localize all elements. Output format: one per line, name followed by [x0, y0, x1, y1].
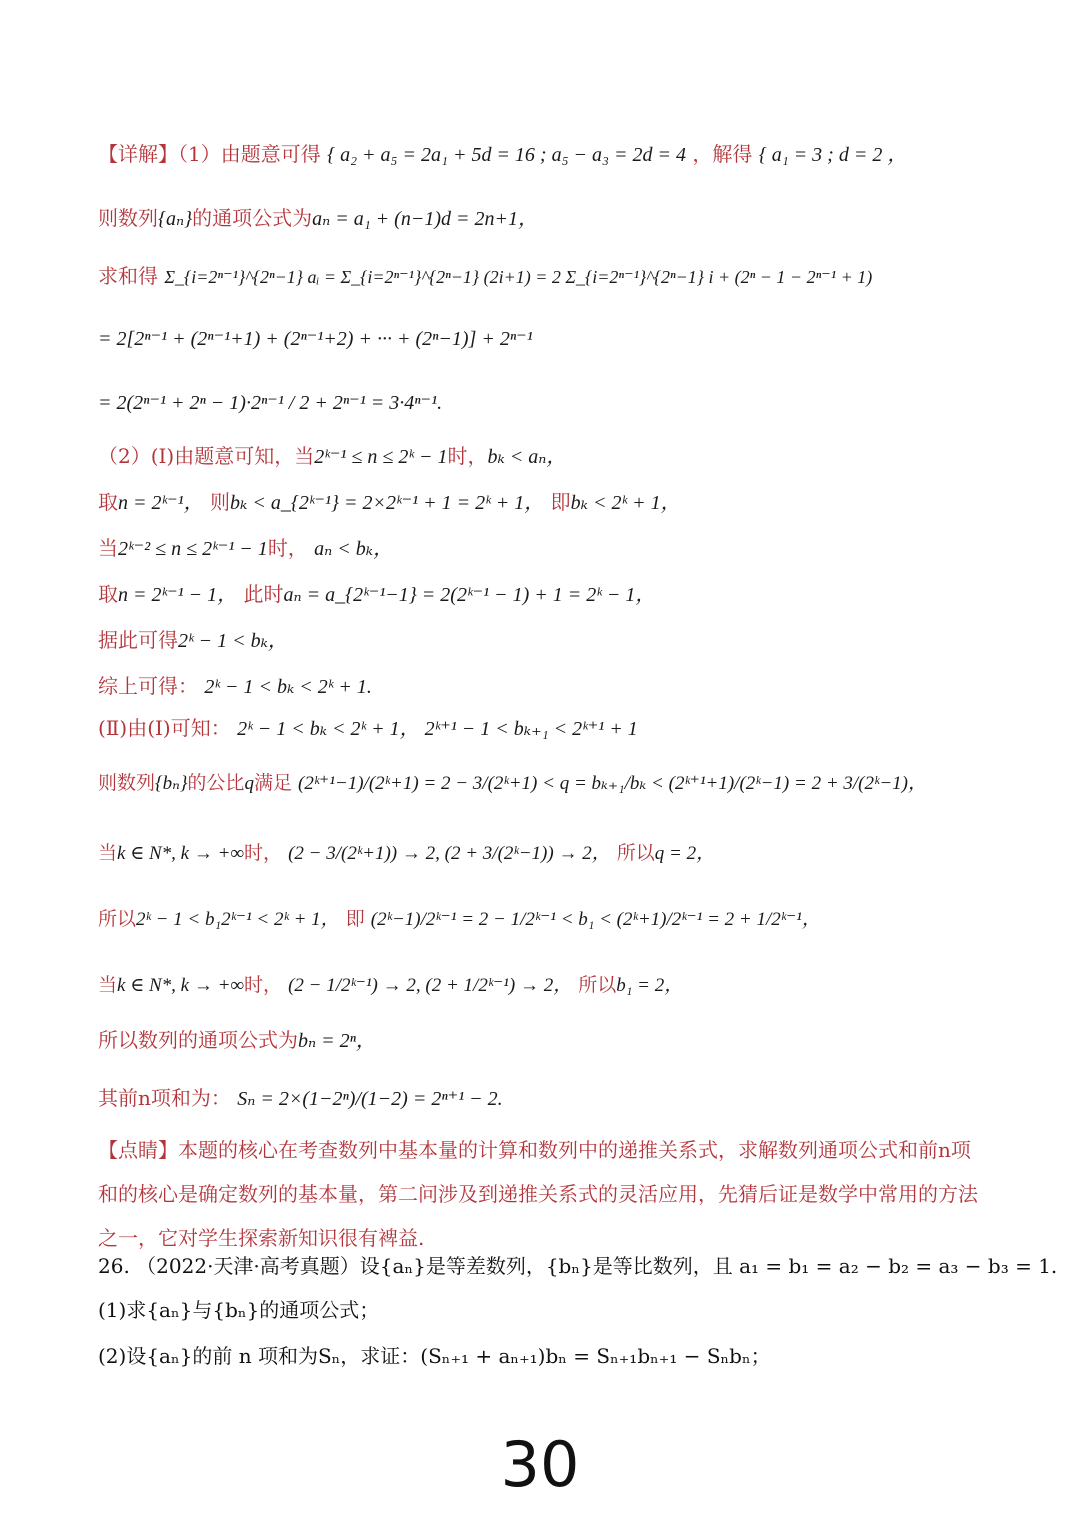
part2-I-label: （2）(Ⅰ)由题意可知，当 [98, 444, 315, 468]
b1-bound-text2: 即 [345, 908, 365, 930]
part2-I-line [98, 444, 566, 470]
part2-I-formula: 2ᵏ⁻¹ ≤ n ≤ 2ᵏ − 1 [314, 446, 448, 468]
bn-term-label: 所以数列的通项公式为 [98, 1028, 298, 1052]
ratio-line [98, 772, 927, 796]
general-term-text2: 的通项公式为 [192, 206, 313, 230]
ratio-seq: {bₙ} [155, 773, 188, 794]
part2-I-text2: 时， [447, 444, 488, 468]
ratio-q: q [244, 773, 254, 794]
part2-II-formula: 2ᵏ − 1 < bₖ < 2ᵏ + 1， 2ᵏ⁺¹ − 1 < bₖ₊₁ < 2ᵏ⁺¹ + 1 [237, 718, 638, 740]
summary-line [98, 674, 372, 700]
ratio-text2: 的公比 [187, 772, 245, 794]
part2-I-formula2: bₖ < aₙ， [487, 446, 567, 468]
comment-paragraph: 【点睛】本题的核心在考查数列中基本量的计算和数列中的递推关系式，求解数列通项公式和前n项和的核心是确定数列的基本量，第二问涉及到递推关系式的灵活应用，先猜后证是数学中常用的方法之一，它对学生探索新知识很有裨益. [98, 1138, 978, 1250]
general-term-seq: {aₙ} [158, 208, 193, 230]
problem26-q2: (2)设{aₙ}的前 n 项和为Sₙ，求证：(Sₙ₊₁ + aₙ₊₁)bₙ = Sₙ₊₁bₙ₊₁ − Sₙbₙ； [98, 1344, 771, 1368]
limit1-formula3: q = 2， [654, 843, 716, 864]
bn-term-formula: bₙ = 2ⁿ， [298, 1030, 376, 1052]
part1-solve-label: ，解得 [692, 142, 753, 166]
take1-formula2: bₖ < a_{2ᵏ⁻¹} = 2×2ᵏ⁻¹ + 1 = 2ᵏ + 1， [230, 492, 545, 514]
part1-label: 【详解】（1）由题意可得 [98, 142, 321, 166]
general-term-line [98, 206, 538, 232]
limit1-formula2: (2 − 3/(2ᵏ+1)) → 2, (2 + 3/(2ᵏ−1)) → 2， [288, 843, 611, 864]
sn-formula: Sₙ = 2×(1−2ⁿ)/(1−2) = 2ⁿ⁺¹ − 2. [237, 1088, 503, 1110]
limit2-line [98, 974, 683, 998]
hence-line [98, 628, 288, 654]
sn-line [98, 1086, 503, 1112]
sum-line2 [98, 326, 533, 352]
take1-label: 取 [98, 490, 118, 514]
limit2-formula2: (2 − 1/2ᵏ⁻¹) → 2, (2 + 1/2ᵏ⁻¹) → 2， [288, 975, 573, 996]
limit1-label: 当 [98, 842, 118, 864]
ratio-formula: (2ᵏ⁺¹−1)/(2ᵏ+1) = 2 − 3/(2ᵏ+1) < q = bₖ₊₁/bₖ < (2ᵏ⁺¹+1)/(2ᵏ−1) = 2 + 3/(2ᵏ−1)， [298, 773, 928, 794]
take2-formula2: aₙ = a_{2ᵏ⁻¹−1} = 2(2ᵏ⁻¹ − 1) + 1 = 2ᵏ − 1， [283, 584, 656, 606]
take1-line [98, 490, 681, 516]
take1-formula3: bₖ < 2ᵏ + 1， [570, 492, 681, 514]
page-number: 30 [500, 1428, 580, 1501]
take1-text2: 则 [210, 490, 231, 514]
when2-line [98, 536, 393, 562]
when2-label: 当 [98, 536, 118, 560]
sum-line3 [98, 390, 442, 416]
take2-line [98, 582, 655, 608]
part1-system1: { a₂ + a₅ = 2a₁ + 5d = 16 ; a₅ − a₃ = 2d = 4 [327, 144, 686, 166]
limit1-formula: k ∈ N*, k → +∞ [117, 843, 244, 864]
sum-formula: Σ_{i=2ⁿ⁻¹}^{2ⁿ−1} aᵢ = Σ_{i=2ⁿ⁻¹}^{2ⁿ−1} (2i+1) = 2 Σ_{i=2ⁿ⁻¹}^{2ⁿ−1} i + (2ⁿ − 1 − 2ⁿ⁻¹ + 1) [164, 267, 873, 287]
problem26-number: 26. [98, 1254, 130, 1278]
limit1-text3: 所以 [616, 842, 655, 864]
hence-label: 据此可得 [98, 628, 178, 652]
sum-line3-formula: = 2(2ⁿ⁻¹ + 2ⁿ − 1)·2ⁿ⁻¹ / 2 + 2ⁿ⁻¹ = 3·4ⁿ⁻¹. [98, 392, 443, 414]
summary-formula: 2ᵏ − 1 < bₖ < 2ᵏ + 1. [204, 676, 372, 698]
limit2-text3: 所以 [578, 974, 617, 996]
limit2-formula3: b₁ = 2， [616, 975, 684, 996]
problem26-stem: 设{aₙ}是等差数列，{bₙ}是等比数列，且 a₁ = b₁ = a₂ − b₂ = a₃ − b₃ = 1. [359, 1254, 1058, 1278]
limit2-formula: k ∈ N*, k → +∞ [117, 975, 244, 996]
problem26-stem-line [98, 1254, 1057, 1279]
bn-term-line [98, 1028, 376, 1054]
sn-label: 其前n项和为： [98, 1086, 231, 1110]
b1-bound-label: 所以 [98, 908, 137, 930]
limit2-text2: 时， [244, 974, 283, 996]
solution-part1-line [98, 142, 907, 168]
general-term-formula: aₙ = a₁ + (n−1)d = 2n+1， [312, 208, 538, 230]
limit2-label: 当 [98, 974, 118, 996]
sum-line2-formula: = 2[2ⁿ⁻¹ + (2ⁿ⁻¹+1) + (2ⁿ⁻¹+2) + ··· + (2ⁿ−1)] + 2ⁿ⁻¹ [98, 328, 533, 350]
take2-label: 取 [98, 582, 118, 606]
problem26-source: （2022·天津·高考真题） [136, 1254, 360, 1278]
take1-text3: 即 [550, 490, 571, 514]
part2-II-label: (Ⅱ)由(Ⅰ)可知： [98, 716, 231, 740]
take2-text2: 此时 [243, 582, 284, 606]
b1-bound-line [98, 908, 821, 932]
sum-line [98, 264, 872, 289]
take1-formula: n = 2ᵏ⁻¹， [118, 492, 204, 514]
when2-formula: 2ᵏ⁻² ≤ n ≤ 2ᵏ⁻¹ − 1 [118, 538, 268, 560]
part2-II-line [98, 716, 638, 742]
sum-label: 求和得 [98, 264, 158, 288]
take2-formula: n = 2ᵏ⁻¹ − 1， [118, 584, 238, 606]
when2-formula2: aₙ < bₖ， [314, 538, 394, 560]
part1-system2: { a₁ = 3 ; d = 2 ， [758, 144, 908, 166]
ratio-text3: 满足 [253, 772, 292, 794]
b1-bound-formula2: (2ᵏ−1)/2ᵏ⁻¹ = 2 − 1/2ᵏ⁻¹ < b₁ < (2ᵏ+1)/2ᵏ⁻¹ = 2 + 1/2ᵏ⁻¹， [370, 909, 821, 930]
limit1-line [98, 842, 715, 866]
ratio-label: 则数列 [98, 772, 156, 794]
b1-bound-formula: 2ᵏ − 1 < b₁2ᵏ⁻¹ < 2ᵏ + 1， [136, 909, 340, 930]
limit1-text2: 时， [244, 842, 283, 864]
summary-label: 综上可得： [98, 674, 198, 698]
hence-formula: 2ᵏ − 1 < bₖ， [178, 630, 288, 652]
general-term-text: 则数列 [98, 206, 158, 230]
problem26-q1: (1)求{aₙ}与{bₙ}的通项公式； [98, 1298, 380, 1322]
when2-text2: 时， [267, 536, 308, 560]
